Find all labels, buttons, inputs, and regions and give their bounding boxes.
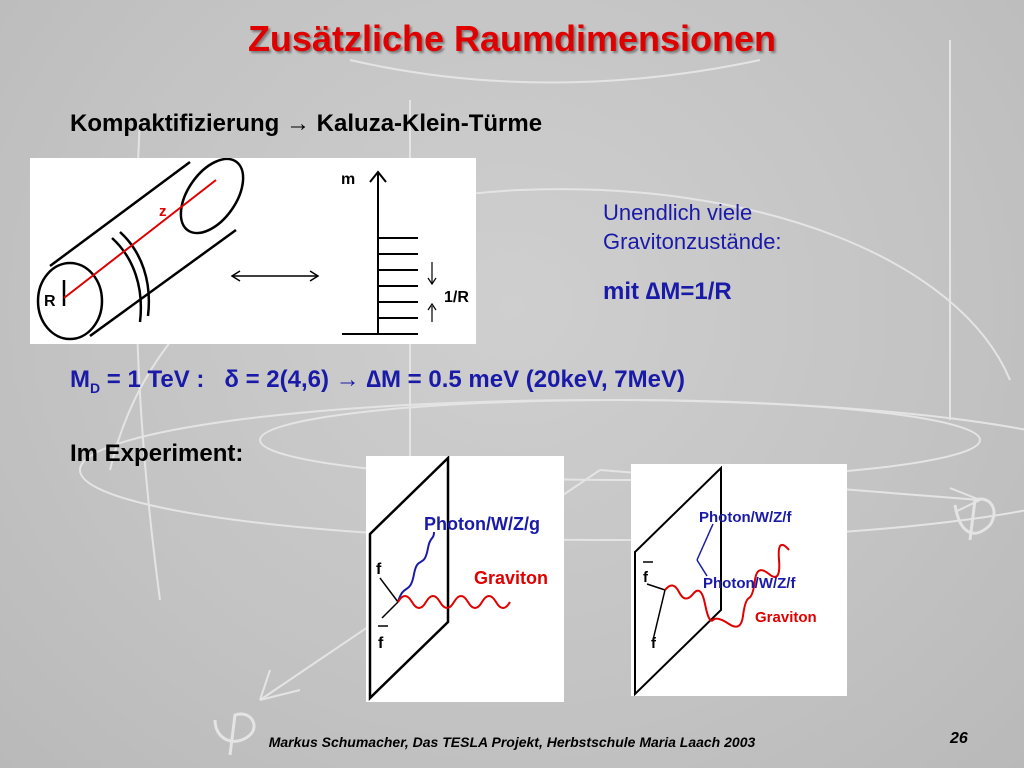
kk-line-1: Unendlich viele — [603, 200, 753, 225]
slide-footer: Markus Schumacher, Das TESLA Projekt, Herbstschule Maria Laach 2003 — [268, 734, 756, 750]
page-number: 26 — [950, 730, 968, 747]
exp1-photon-label: Photon/W/Z/g — [424, 514, 540, 534]
slide-title: Zusätzliche Raumdimensionen — [247, 18, 777, 59]
exp1-fbar-label: f — [378, 635, 384, 652]
experiment-figure-1 — [366, 456, 564, 702]
r-label: R — [44, 293, 56, 310]
exp2-f-label: f — [651, 635, 656, 652]
kk-description — [603, 198, 782, 256]
exp2-fbar-label: f — [643, 569, 648, 586]
formula-md-sub: D — [90, 379, 101, 396]
compactification-heading: Kompaktifizierung → Kaluza-Klein-Türme — [70, 110, 543, 137]
kk-tower-diagram — [30, 158, 476, 344]
kk-tower-figure — [30, 158, 476, 344]
kk-spacing-text: mit ∆M=1/R — [603, 278, 732, 305]
z-label: z — [159, 203, 167, 220]
experiment-diagram-1 — [366, 456, 564, 702]
planck-scale-formula — [70, 366, 685, 396]
exp2-photon-mid-label: Photon/W/Z/f — [703, 575, 796, 592]
formula-rest: = 1 TeV : δ = 2(4,6) → ∆M = 0.5 meV (20keV, 7MeV) — [100, 366, 685, 393]
exp1-graviton-label: Graviton — [474, 568, 549, 588]
kk-line-2: Gravitonzustände: — [603, 229, 782, 254]
experiment-diagram-2 — [631, 464, 847, 696]
formula-md: M — [70, 366, 90, 393]
experiment-heading: Im Experiment: — [70, 440, 244, 467]
m-axis-label: m — [341, 171, 356, 188]
exp1-f-label: f — [376, 561, 382, 578]
spacing-label: 1/R — [444, 289, 469, 306]
exp2-graviton-label: Graviton — [755, 609, 817, 626]
exp2-photon-top-label: Photon/W/Z/f — [699, 509, 792, 526]
experiment-figure-2 — [631, 464, 847, 696]
